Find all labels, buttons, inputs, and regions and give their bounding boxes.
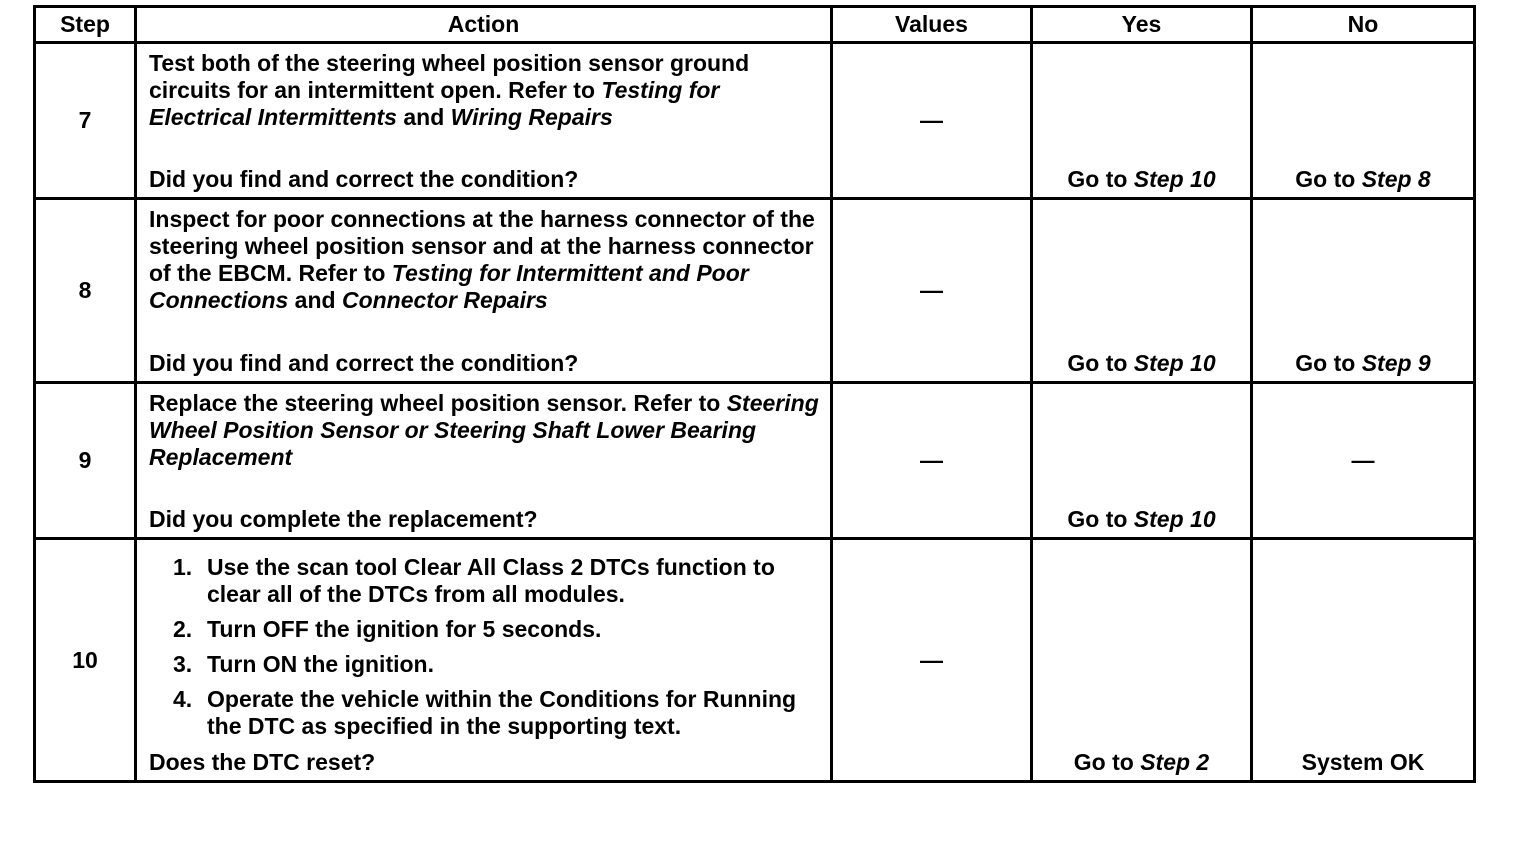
action-question: Did you complete the replacement? xyxy=(149,506,538,532)
list-item: 3. Turn ON the ignition. xyxy=(173,651,434,677)
header-step: Step xyxy=(35,7,136,43)
header-yes: Yes xyxy=(1032,7,1252,43)
table-row xyxy=(35,43,1475,199)
header-no: No xyxy=(1252,7,1475,43)
no-step-link: Step 9 xyxy=(1361,350,1431,376)
no-cell: — xyxy=(1252,383,1475,539)
reference-link: Wiring Repairs xyxy=(450,104,613,130)
action-cell xyxy=(136,383,832,539)
yes-cell: Go to Step 10 xyxy=(1032,43,1252,199)
yes-step-link: Step 10 xyxy=(1133,350,1216,376)
reference-link: Testing for Electrical Intermittents xyxy=(149,77,720,130)
action-cell xyxy=(136,199,832,383)
no-cell: System OK xyxy=(1252,539,1475,782)
action-question: Does the DTC reset? xyxy=(149,749,376,775)
reference-link: Connector Repairs xyxy=(341,287,548,313)
procedure-list xyxy=(149,554,820,740)
header-row xyxy=(35,7,1475,43)
values-cell: — xyxy=(832,43,1032,199)
list-item: 4. Operate the vehicle within the Conditions for Running the DTC as specified in the supporting text. xyxy=(173,686,797,739)
action-text: Test both of the steering wheel position sensor ground circuits for an intermittent open. Refer to Testing for Electrical Intermittents and Wiring Repairs xyxy=(149,50,750,130)
table-row xyxy=(35,383,1475,539)
step-number: 10 xyxy=(35,539,136,782)
action-cell xyxy=(136,43,832,199)
action-cell xyxy=(136,539,832,782)
list-item: 2. Turn OFF the ignition for 5 seconds. xyxy=(173,616,602,642)
table-row xyxy=(35,199,1475,383)
action-text: Inspect for poor connections at the harness connector of the steering wheel position sensor and at the harness connector of the EBCM. Refer to Testing for Intermittent and Poor Connections and Connector Repairs xyxy=(149,206,815,313)
header-action: Action xyxy=(136,7,832,43)
reference-link: Steering Wheel Position Sensor or Steering Shaft Lower Bearing Replacement xyxy=(149,390,819,470)
yes-cell: Go to Step 10 xyxy=(1032,383,1252,539)
step-number: 9 xyxy=(35,383,136,539)
diagnostic-table xyxy=(33,5,1476,783)
action-question: Did you find and correct the condition? xyxy=(149,350,579,376)
yes-cell: Go to Step 10 xyxy=(1032,199,1252,383)
table-row xyxy=(35,539,1475,782)
yes-cell: Go to Step 2 xyxy=(1032,539,1252,782)
yes-step-link: Step 10 xyxy=(1133,166,1216,192)
step-number: 7 xyxy=(35,43,136,199)
yes-step-link: Step 2 xyxy=(1140,749,1210,775)
reference-link: Testing for Intermittent and Poor Connections xyxy=(149,260,749,313)
list-item: 1. Use the scan tool Clear All Class 2 DTCs function to clear all of the DTCs from all modules. xyxy=(173,554,775,607)
values-cell: — xyxy=(832,199,1032,383)
action-text: Replace the steering wheel position sensor. Refer to Steering Wheel Position Sensor or Steering Shaft Lower Bearing Replacement xyxy=(149,390,819,470)
no-cell: Go to Step 9 xyxy=(1252,199,1475,383)
values-cell: — xyxy=(832,383,1032,539)
step-number: 8 xyxy=(35,199,136,383)
values-cell: — xyxy=(832,539,1032,782)
no-cell: Go to Step 8 xyxy=(1252,43,1475,199)
header-values: Values xyxy=(832,7,1032,43)
yes-step-link: Step 10 xyxy=(1133,506,1216,532)
no-step-link: Step 8 xyxy=(1361,166,1431,192)
action-question: Did you find and correct the condition? xyxy=(149,166,579,192)
